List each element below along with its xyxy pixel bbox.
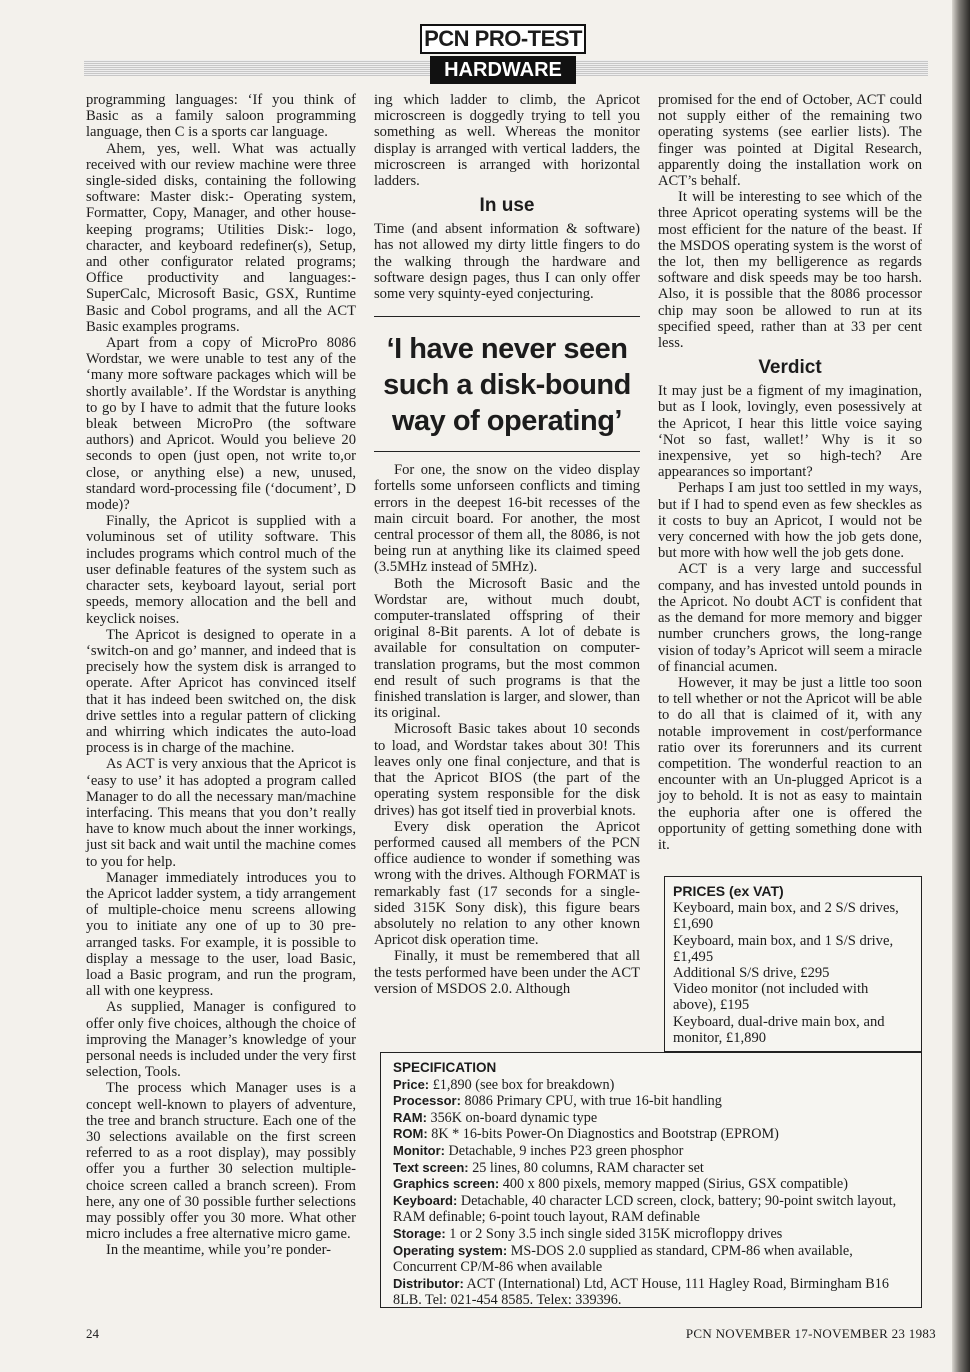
- price-item: Additional S/S drive, £295: [673, 965, 830, 982]
- paragraph: The Apricot is designed to operate in a ‘switch-on and go’ manner, and indeed that is precisely how the system disk is arranged to operate. After Apricot has convinced itself that it has indeed been switched on, the disk drive settles into a regular pattern of clicking and whirring which indicates the auto-load process is in charge of the machine.: [86, 626, 356, 757]
- paragraph: ing which ladder to climb, the Apricot microscreen is doggedly trying to tell you something as well. Whereas the monitor display is arranged with vertical ladders, the microscreen is arranged with horizontal ladders.: [374, 92, 640, 190]
- spec-label: Processor:: [393, 1093, 461, 1109]
- spec-label: Text screen:: [393, 1159, 469, 1175]
- paragraph: promised for the end of October, ACT could not supply either of the remaining two operating systems (see earlier lists). The finger was pointed at Digital Research, apparently doing the installation work on ACT’s behalf.: [658, 92, 922, 190]
- spec-label: Graphics screen:: [393, 1176, 500, 1192]
- spec-label: Operating system:: [393, 1242, 508, 1258]
- price-item: Keyboard, main box, and 1 S/S drive, £1,495: [673, 932, 894, 965]
- issue-footer: PCN NOVEMBER 17-NOVEMBER 23 1983: [685, 1326, 936, 1341]
- paragraph: Microsoft Basic takes about 10 seconds to load, and Wordstar takes about 30! This leaves only one final conjecture, and that is that the Apricot BIOS (the part of the operating system responsible for the disk drives) has got itself tied in proverbial knots.: [374, 721, 640, 819]
- price-item: Video monitor (not included with above), £195: [673, 981, 869, 1014]
- spec-row: [393, 1126, 909, 1143]
- page-edge-shadow: [952, 0, 970, 1372]
- spec-label: RAM:: [393, 1109, 427, 1125]
- spec-label: Storage:: [393, 1225, 446, 1241]
- logo-subtitle: HARDWARE: [430, 56, 576, 84]
- spec-label: Keyboard:: [393, 1192, 458, 1208]
- paragraph: However, it may be just a little too soon to tell whether or not the Apricot will be able to do all that is claimed of it, with any notable improvement in cost/performance ratio over its forerunners and its current competition. The wonderful reaction to an encounter with an Un-plugged Apricot is a joy to behold. It is not as easy to maintain the euphoria after one is offered the opportunity of getting something done with it.: [658, 674, 922, 853]
- spec-row: [393, 1193, 909, 1226]
- column-3: [658, 92, 922, 853]
- paragraph: Finally, the Apricot is supplied with a voluminous set of utility software. This includes programs which control much of the user definable features of the system such as character sets, keyboard layout, serial port speeds, memory allocation and the bell and keyclick noises.: [86, 513, 356, 627]
- spec-value: Detachable, 9 inches P23 green phosphor: [448, 1142, 684, 1159]
- spec-row: [393, 1160, 909, 1177]
- paragraph: The process which Manager uses is a concept well-known to players of adventure, the tree and branch structure. Each one of the 30 selections available on the first screen referred to as a root display), may possibly offer you a further 30 selection multiple-choice screen called a branch screen). From here, any one of 30 possible further selections may possibly offer you 30 more. What other micro includes a free alternative micro game.: [86, 1080, 356, 1243]
- paragraph: For one, the snow on the video display fortells some unforseen conflicts and timing errors in the deepest 16-bit recesses of the main circuit board. For another, the most central processor of them all, the 8086, is not being run at anything like its claimed speed (3.5MHz instead of 5MHz).: [374, 462, 640, 576]
- spec-value: 25 lines, 80 columns, RAM character set: [472, 1159, 704, 1176]
- page-number: 24: [86, 1326, 99, 1341]
- paragraph: It will be interesting to see which of the three Apricot operating systems will be the most efficient for the nature of the beast. If the MSDOS operating system is the worst of the lot, then my belligerence as regards software and disk speeds may be too harsh. Also, it is possible that the 8086 processor chip may soon be allowed to run at its specified speed, rather than at 33 per cent less.: [658, 189, 922, 352]
- section-logo: [420, 24, 586, 84]
- column-1: [86, 92, 356, 1259]
- paragraph: Time (and absent information & software) has not allowed my dirty little fingers to do the walking through the hardware and software design pages, thus I can only offer some very squinty-eyed conjecturing.: [374, 221, 640, 303]
- spec-value: 8086 Primary CPU, with true 16-bit handling: [464, 1093, 722, 1110]
- prices-box: [664, 876, 922, 1052]
- paragraph: It may just be a figment of my imagination, but as I look, lovingly, even posessively at the Apricot, I hear this little voice saying ‘Not so fast, wallet!’ Why is it so inexpensive, yet so high-tech? Are appearances so important?: [658, 383, 922, 481]
- paragraph: Manager immediately introduces you to the Apricot ladder system, a tidy arrangement of multiple-choice menu screens allowing you to initiate any one of up to 30 pre-arranged tasks. For example, it is possible to display a message to the user, load Basic, load a Basic program, and run the program, all with one keypress.: [86, 869, 356, 1000]
- column-2: [374, 92, 640, 997]
- paragraph: In the meantime, while you’re ponder-: [106, 1242, 332, 1259]
- spec-value: ACT (International) Ltd, ACT House, 111 Hagley Road, Birmingham B16 8LB. Tel: 021-454 8585. Telex: 339396.: [393, 1275, 889, 1309]
- spec-label: Price:: [393, 1076, 430, 1092]
- spec-value: MS-DOS 2.0 supplied as standard, CPM-86 when available, Concurrent CP/M-86 when available: [393, 1242, 853, 1276]
- prices-title: PRICES (ex VAT): [673, 883, 784, 899]
- paragraph: As supplied, Manager is configured to offer only five choices, although the choice of improving the Manager’s knowledge of your personal needs is included under the very first selection, Tools.: [86, 999, 356, 1081]
- spec-label: Monitor:: [393, 1142, 445, 1158]
- spec-row: [393, 1143, 909, 1160]
- logo-title: PCN PRO-TEST: [420, 24, 586, 54]
- price-item: Keyboard, main box, and 2 S/S drives, £1,690: [673, 900, 899, 933]
- paragraph: Apart from a copy of MicroPro 8086 Wordstar, we were unable to test any of the ‘many more software packages which will be shortly available’. If the Wordstar is anything to go by I have to admit that the future looks bleak between MicroPro (the software authors) and Apricot. Would you believe 20 seconds to open (just open, not write to,or close, or anything else) a new, unused, standard word-processing file (‘document’, D mode)?: [86, 335, 356, 514]
- verdict-heading: Verdict: [758, 357, 822, 379]
- spec-label: ROM:: [393, 1126, 428, 1142]
- spec-label: Distributor:: [393, 1275, 464, 1291]
- paragraph: ACT is a very large and successful company, and has invested untold pounds in the Apricot. No doubt ACT is confident that as the demand for more memory and bigger number crunchers grows, the long-range vision of today’s Apricot will seem a miracle of financial acumen.: [658, 561, 922, 675]
- specification-title: SPECIFICATION: [393, 1060, 497, 1075]
- spec-value: Detachable, 40 character LCD screen, clock, battery; 90-point switch layout, RAM definable; 6-point touch layout, RAM definable: [393, 1192, 897, 1226]
- paragraph: Perhaps I am just too settled in my ways, but if I had to spend even as few sheckles as it costs to buy an Apricot, I would not be very concerned with how the job gets done, but more with how well the job gets done.: [658, 480, 922, 562]
- spec-row: [393, 1110, 909, 1127]
- paragraph: As ACT is very anxious that the Apricot is ‘easy to use’ it has adopted a program called Manager to do all the necessary man/machine interfacing. This means that you don’t really have to know much about the inner workings, just sit back and wait until the machine comes to you for help.: [86, 756, 356, 870]
- in-use-heading: In use: [479, 195, 535, 217]
- spec-value: £1,890 (see box for breakdown): [432, 1076, 615, 1093]
- paragraph: Finally, it must be remembered that all the tests performed have been under the ACT version of MSDOS 2.0. Although: [374, 948, 640, 997]
- spec-row: [393, 1276, 909, 1309]
- spec-row: [393, 1226, 909, 1243]
- specification-box: [380, 1052, 922, 1308]
- spec-value: 356K on-board dynamic type: [430, 1109, 598, 1126]
- pull-quote: ‘I have never seen such a disk-bound way of operating’: [374, 316, 640, 452]
- spec-row: [393, 1077, 909, 1094]
- paragraph: Every disk operation the Apricot performed caused all members of the PCN office audience to wonder if something was wrong with the drives. Although FORMAT is remarkably fast (17 seconds for a single-sided 315K Sony disk), this figure bears absolutely no relation to any other known Apricot disk operation time.: [374, 818, 640, 949]
- paragraph: Both the Microsoft Basic and the Wordstar are, without much doubt, computer-translated offspring of their original 8-Bit parents. A lot of debate is available for consultation on computer-translation programs, but the most common end result of such programs is that the finished translation is larger, and slower, than its original.: [374, 575, 640, 722]
- paragraph: programming languages: ‘If you think of Basic as a family saloon programming language, then C is a sports car language.: [86, 92, 356, 141]
- spec-value: 8K * 16-bits Power-On Diagnostics and Bootstrap (EPROM): [431, 1126, 779, 1143]
- paragraph: Ahem, yes, well. What was actually received with our review machine were three single-sided disks, containing the following software: Master disk:- Operating system, Formatter, Copy, Manager, and other house-keeping programs; Utilities Disk:- logo, character, and keyboard redefiner(s), Setup, and other configurator related programs; Office productivity and languages:- SuperCalc, Microsoft Basic, GSX, Runtime Basic and Cobol programs, and all the ACT Basic examples programs.: [86, 140, 356, 335]
- price-item: Keyboard, dual-drive main box, and monitor, £1,890: [673, 1013, 885, 1046]
- spec-row: [393, 1093, 909, 1110]
- spec-value: 1 or 2 Sony 3.5 inch single sided 315K microfloppy drives: [449, 1225, 783, 1242]
- spec-row: [393, 1243, 909, 1276]
- spec-value: 400 x 800 pixels, memory mapped (Sirius, GSX compatible): [502, 1176, 848, 1193]
- spec-row: [393, 1176, 909, 1193]
